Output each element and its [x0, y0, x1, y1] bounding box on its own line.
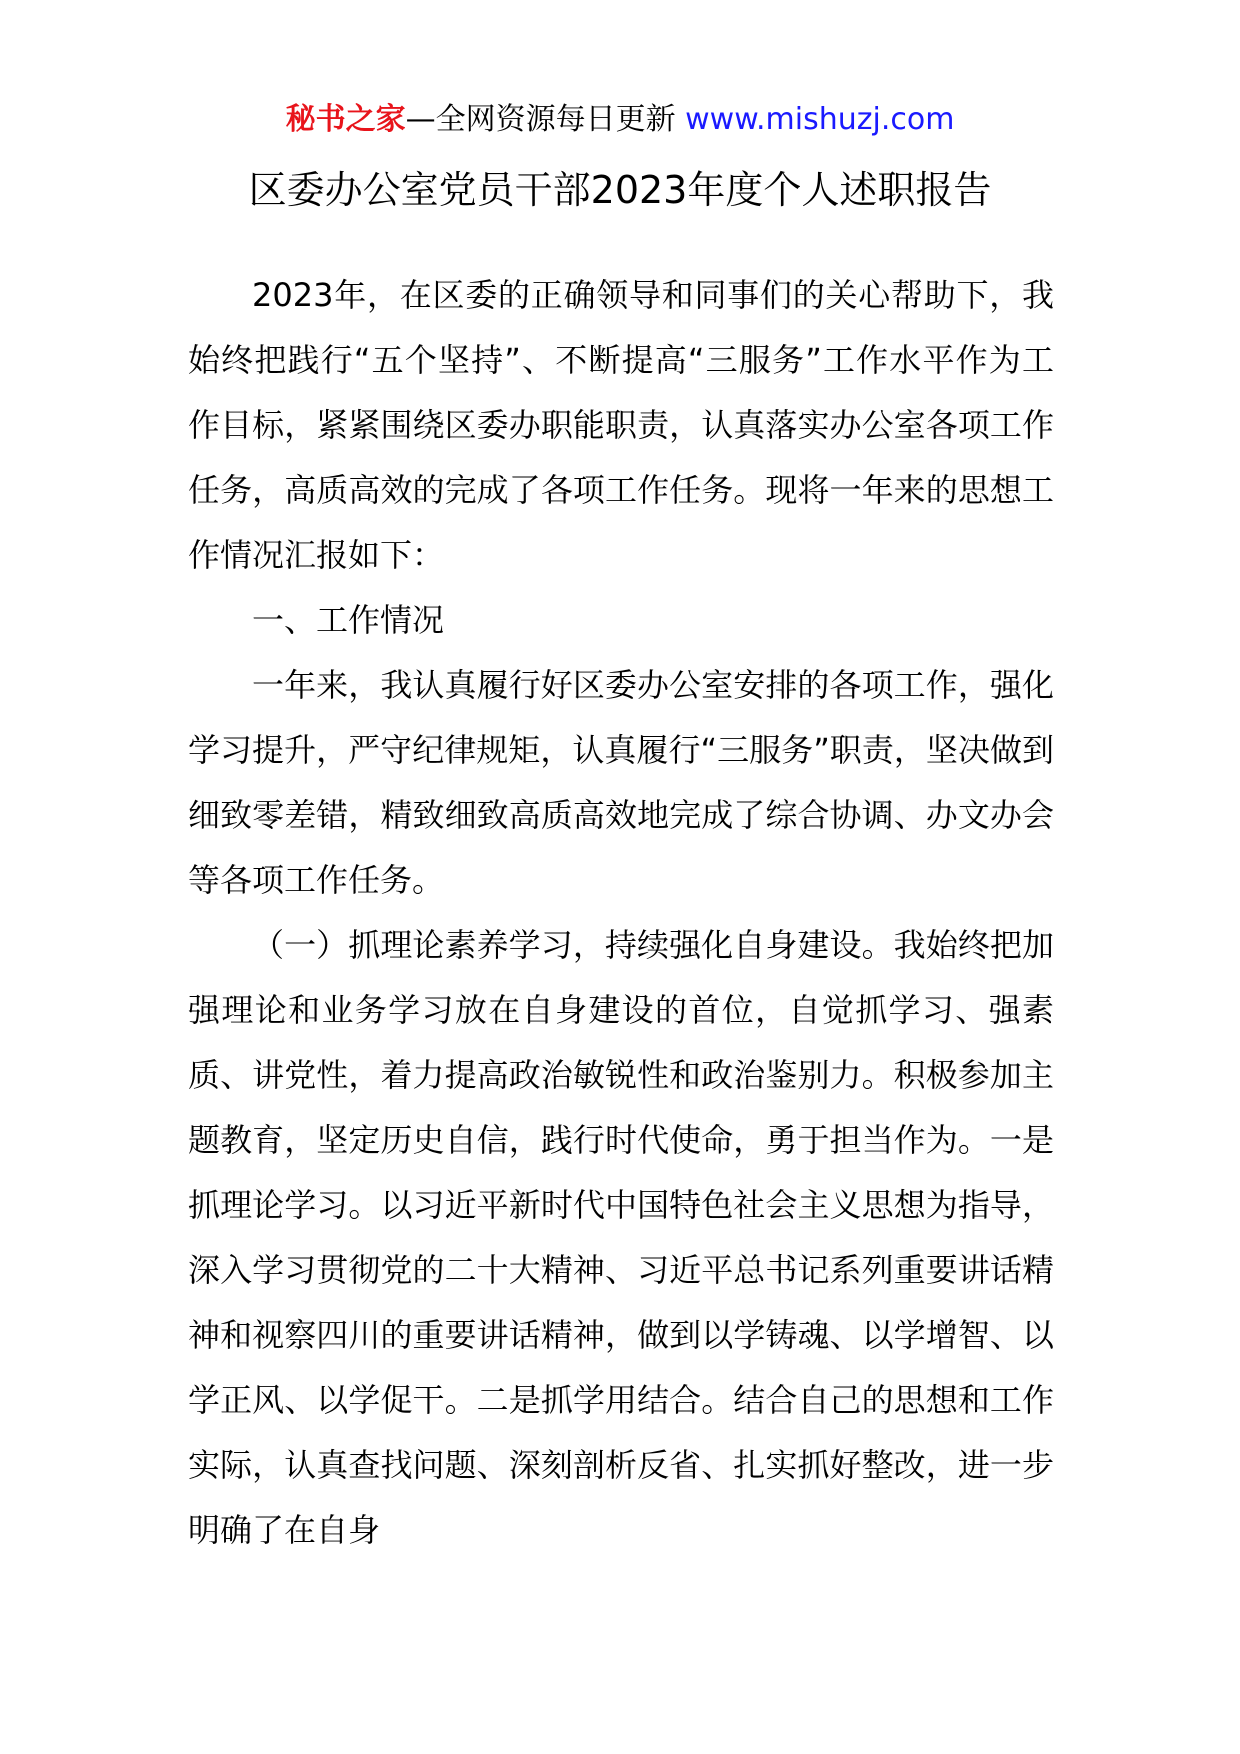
document-title: 区委办公室党员干部2023年度个人述职报告: [248, 168, 992, 212]
site-brand: 秘书之家: [285, 102, 406, 137]
paragraph-intro: 2023年，在区委的正确领导和同事们的关心帮助下，我始终把践行“五个坚持”、不断提高“三服务”工作水平作为工作目标，紧紧围绕区委办职能职责，认真落实办公室各项工作任务，高质高效的完成了各项工作任务。现将一年来的思想工作情况汇报如下：: [188, 276, 1054, 574]
site-banner: [0, 100, 1240, 140]
site-url-link[interactable]: www.mishuzj.com: [685, 102, 955, 137]
section-heading-work: 一、工作情况: [252, 601, 445, 639]
document-body: [188, 263, 1054, 1563]
site-slogan: —全网资源每日更新: [405, 102, 676, 137]
paragraph-overview: 一年来，我认真履行好区委办公室安排的各项工作，强化学习提升，严守纪律规矩，认真履行“三服务”职责，坚决做到细致零差错，精致细致高质高效地完成了综合协调、办文办会等各项工作任务。: [188, 666, 1054, 899]
paragraph-theory-study: （一）抓理论素养学习，持续强化自身建设。我始终把加强理论和业务学习放在自身建设的首位，自觉抓学习、强素质、讲党性，着力提高政治敏锐性和政治鉴别力。积极参加主题教育，坚定历史自信，践行时代使命，勇于担当作为。一是抓理论学习。以习近平新时代中国特色社会主义思想为指导，深入学习贯彻党的二十大精神、习近平总书记系列重要讲话精神和视察四川的重要讲话精神，做到以学铸魂、以学增智、以学正风、以学促干。二是抓学用结合。结合自己的思想和工作实际，认真查找问题、深刻剖析反省、扎实抓好整改，进一步明确了在自身: [188, 926, 1054, 1549]
